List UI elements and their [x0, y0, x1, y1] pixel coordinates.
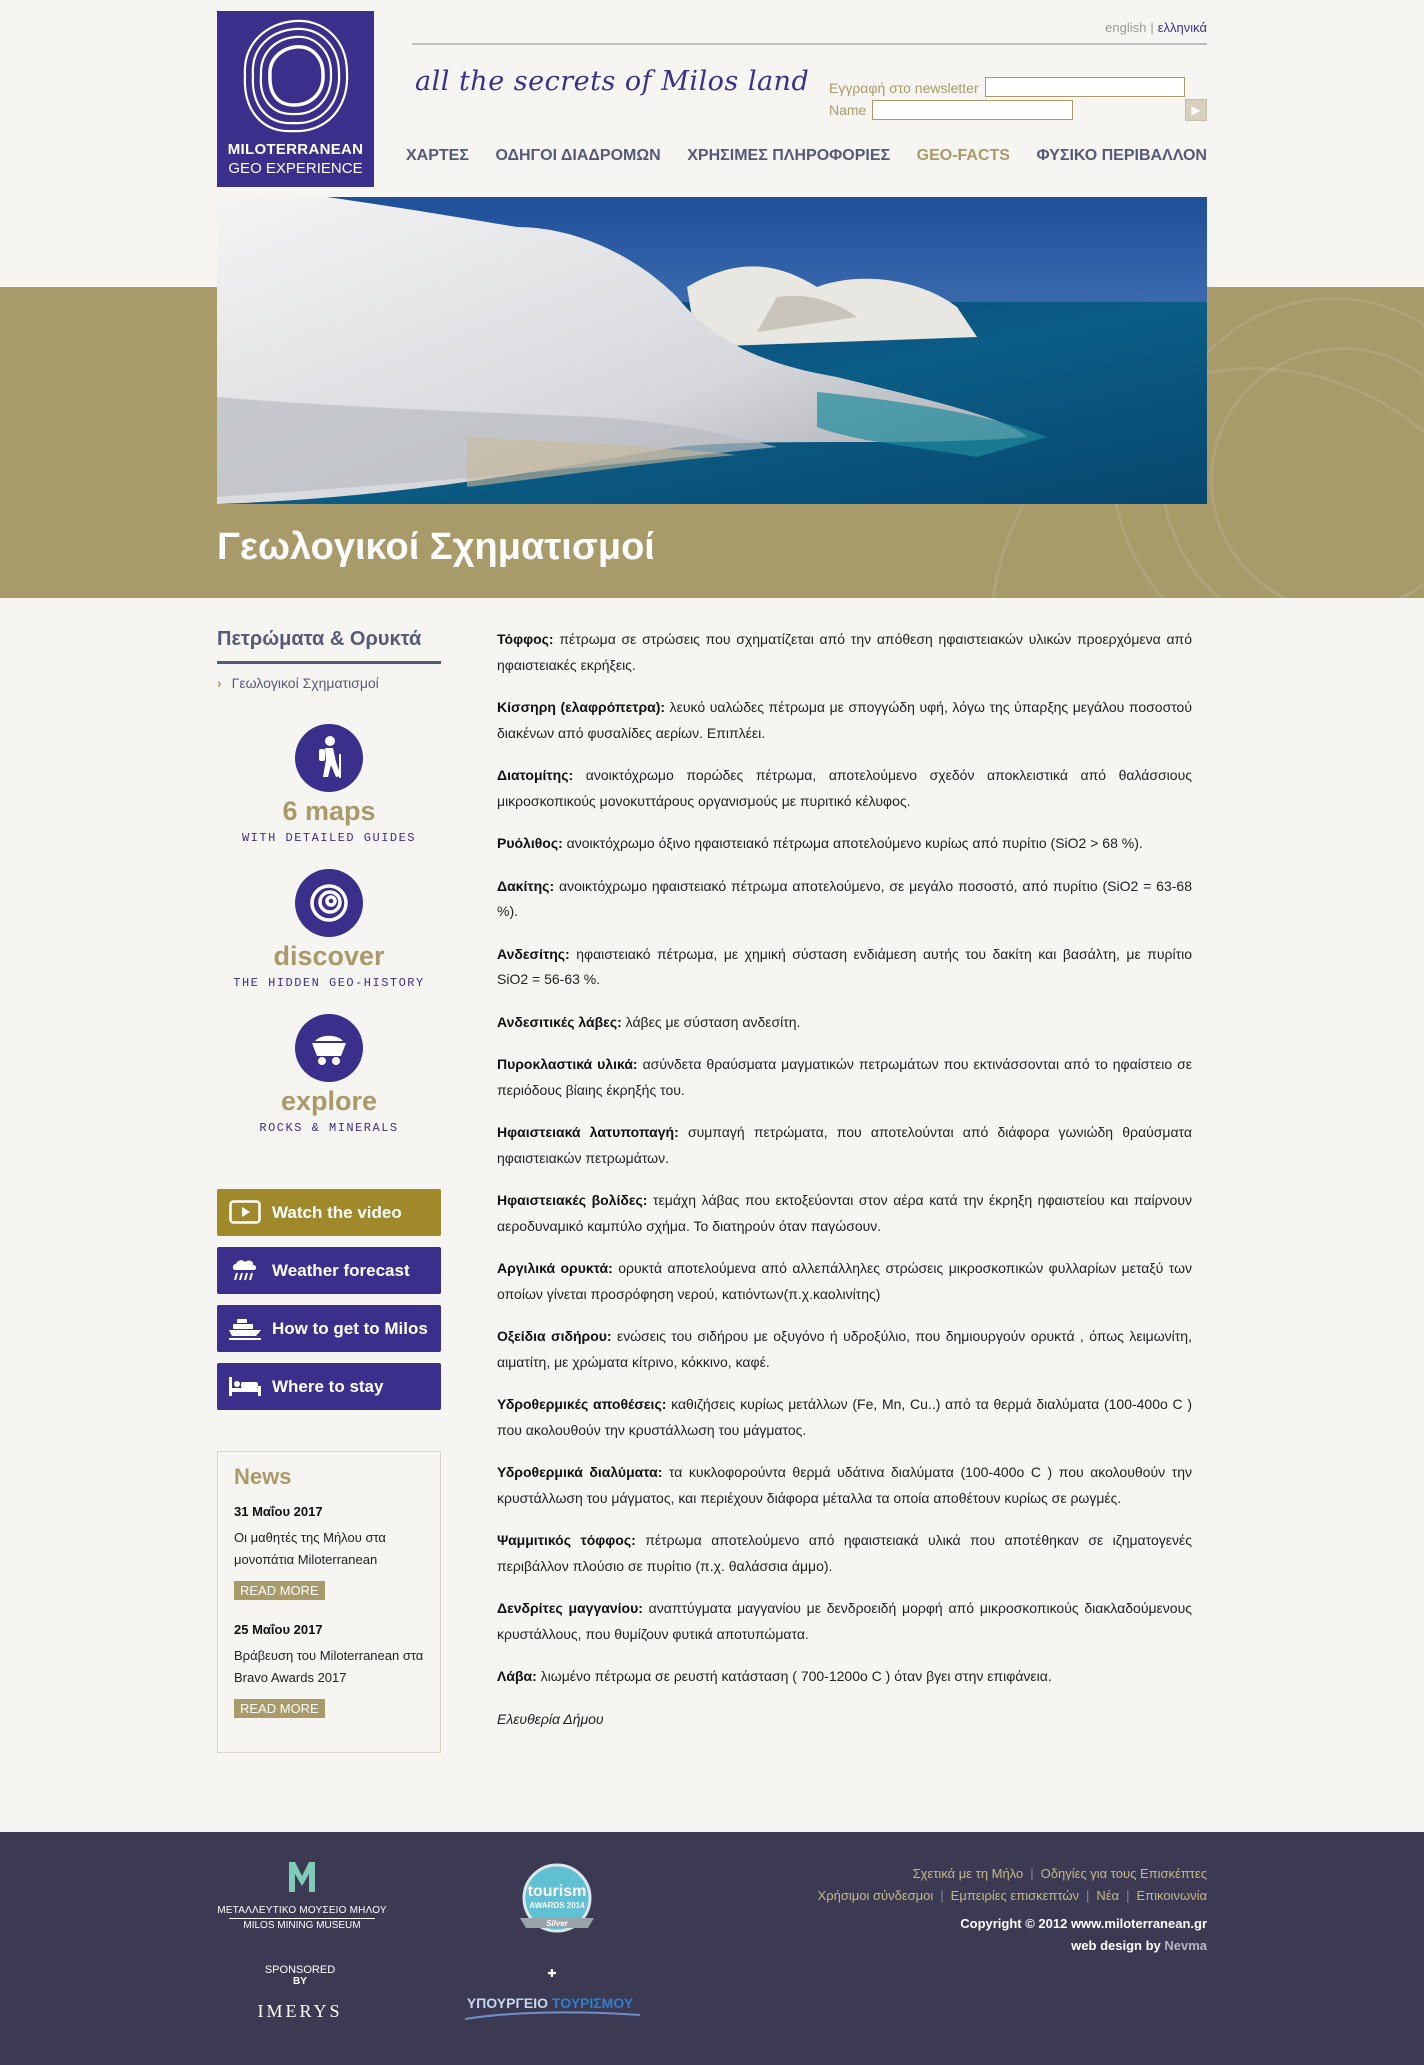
language-switcher: [1105, 20, 1207, 35]
footer-link-about-milos[interactable]: Σχετικά με τη Μήλο: [912, 1866, 1024, 1881]
newsletter-label: Εγγραφή στο newsletter: [829, 80, 979, 96]
footer-link-contact[interactable]: Επικοινωνία: [1136, 1888, 1207, 1903]
main-nav: [406, 147, 1207, 165]
article-author: Ελευθερία Δήμου: [497, 1710, 604, 1727]
term-name: Ηφαιστειακές βολίδες:: [497, 1192, 648, 1208]
term-definition: ορυκτά αποτελούμενα από αλλεπάλληλες στρώσεις μικροσκοπικών φυλλαρίων μεταξύ των οποίων γίνεται προσρόφηση νερού, κατιόντων(π.χ.καολινίτης): [497, 1260, 1192, 1302]
news-text[interactable]: Οι μαθητές της Μήλου στα μονοπάτια Miloterranean: [234, 1530, 386, 1567]
read-more-button[interactable]: READ MORE: [234, 1581, 325, 1600]
svg-text:✚: ✚: [547, 1967, 557, 1980]
watch-video-button[interactable]: [217, 1189, 441, 1236]
sponsor-block[interactable]: [250, 1964, 350, 2022]
term-name: Κίσσηρη (ελαφρόπετρα):: [497, 699, 666, 715]
ministry-name: [455, 1995, 645, 2011]
article-content: [497, 627, 1192, 1749]
term-paragraph: [497, 1392, 1192, 1443]
arrow-right-icon: ▶: [1191, 103, 1201, 117]
footer-link-useful-links[interactable]: Χρήσιμοι σύνδεσμοι: [817, 1888, 934, 1903]
term-definition: λιωμένο πέτρωμα σε ρευστή κατάσταση ( 700-1200o C ) όταν βγει στην επιφάνεια.: [536, 1668, 1052, 1684]
news-heading: News: [234, 1464, 292, 1489]
footer-link-separator: |: [1126, 1888, 1130, 1903]
term-name: Ψαμμιτικός τόφφος:: [497, 1532, 636, 1548]
term-definition: καθιζήσεις κυρίως μετάλλων (Fe, Mn, Cu..) από τα θερμά διαλύματα (100-400o C ) που ακολουθούν την κρυστάλλωση του μάγματος.: [497, 1396, 1192, 1438]
term-name: Υδροθερμικές αποθέσεις:: [497, 1396, 667, 1412]
newsletter-submit-button[interactable]: [1185, 99, 1207, 121]
nav-item-natural-environment[interactable]: ΦΥΣΙΚΟ ΠΕΡΙΒΑΛΛΟΝ: [1036, 147, 1207, 164]
promo-explore-title: explore: [280, 1086, 378, 1116]
page-title: Γεωλογικοί Σχηματισμοί: [217, 526, 655, 568]
footer-links-row1: [913, 1866, 1207, 1881]
name-label: Name: [829, 102, 867, 118]
term-name: Πυροκλαστικά υλικά:: [497, 1056, 638, 1072]
term-paragraph: [497, 1596, 1192, 1647]
hero-image: [217, 197, 1207, 504]
copyright-text: Copyright © 2012 www.miloterranean.gr: [960, 1916, 1207, 1931]
sidebar-divider: [217, 661, 441, 664]
sidebar-title: Πετρώματα & Ορυκτά: [217, 628, 422, 650]
museum-line-english: MILOS MINING MUSEUM: [243, 1920, 361, 1931]
web-design-prefix: web design by: [1071, 1938, 1165, 1953]
term-definition: ανοικτόχρωμο πορώδες πέτρωμα, αποτελούμενο σχεδόν αποκλειστικά από θαλάσσιους μικροσκοπικούς μονοκυττάρους οργανισμούς με πυριτικό κέλυφος.: [497, 767, 1192, 809]
sponsor-by-label: BY: [293, 1976, 307, 1987]
term-paragraph: [497, 874, 1192, 925]
museum-m-icon: [287, 1860, 317, 1894]
term-definition: τεμάχη λάβας που εκτοξεύονται στον αέρα κατά την έκρηξη ηφαιστείου και παίρνουν αεροδυναμικό καμπύλο σχήμα. Το διατηρούν όταν παγώσουν.: [497, 1192, 1192, 1234]
newsletter-name-input[interactable]: [872, 100, 1073, 120]
term-paragraph: [497, 1528, 1192, 1579]
footer-link-separator: |: [940, 1888, 944, 1903]
header-divider: [412, 43, 1207, 45]
site-tagline: all the secrets of Milos land: [415, 66, 810, 97]
award-mid-text: AWARDS 2014: [529, 1901, 585, 1910]
term-paragraph: [497, 1120, 1192, 1171]
term-paragraph: [497, 1188, 1192, 1239]
newsletter-email-input[interactable]: [985, 77, 1185, 97]
term-name: Δακίτης:: [497, 877, 555, 894]
sidebar-item-label: Γεωλογικοί Σχηματισμοί: [231, 675, 379, 691]
term-name: Δενδρίτες μαγγανίου:: [497, 1600, 643, 1616]
award-top-text: tourism: [527, 1883, 587, 1900]
term-name: Υδροθερμικά διαλύματα:: [497, 1464, 663, 1480]
term-name: Λάβα:: [497, 1668, 537, 1684]
news-date: 31 Μαΐου 2017: [234, 1504, 323, 1519]
site-footer: [0, 1832, 1424, 2065]
lang-greek-link[interactable]: ελληνικά: [1157, 20, 1207, 35]
ship-icon: [229, 1316, 261, 1340]
term-paragraph: [497, 942, 1192, 993]
where-to-stay-label: Where to stay: [272, 1377, 384, 1396]
promo-explore[interactable]: [217, 1014, 441, 1135]
rain-cloud-icon: [229, 1258, 261, 1282]
how-to-get-button[interactable]: [217, 1305, 441, 1352]
term-paragraph: [497, 627, 1192, 678]
logo-rings-icon: [239, 17, 352, 137]
sponsor-name: IMERYS: [257, 2001, 343, 2021]
mining-museum-logo[interactable]: [217, 1860, 387, 1931]
term-definition: πέτρωμα αποτελούμενο από ηφαιστειακά υλικά που αποτέθηκαν σε ιζηματογενές περιβάλλον πλούσιο σε πυρίτιο (π.χ. θαλάσσια άμμο).: [497, 1532, 1192, 1574]
bed-icon: [229, 1374, 261, 1398]
term-definition: ανοικτόχρωμο ηφαιστειακό πέτρωμα αποτελούμενο, σε μεγάλο ποσοστό, από πυρίτιο (SiO2 = 63-68 %).: [497, 877, 1192, 919]
news-text[interactable]: Βράβευση του Miloterranean στα Bravo Awards 2017: [234, 1648, 424, 1685]
term-definition: λευκό υαλώδες πέτρωμα με σπογγώδη υφή, λόγω της ύπαρξης μεγάλου ποσοστού διακένων από φυσαλίδες αερίων. Επιπλέει.: [497, 699, 1192, 741]
term-paragraph: [497, 1324, 1192, 1375]
term-paragraph: [497, 1052, 1192, 1103]
term-name: Οξείδια σιδήρου:: [497, 1328, 612, 1344]
term-paragraph: [497, 1460, 1192, 1511]
term-name: Διατομίτης:: [497, 767, 574, 783]
news-box: [217, 1451, 441, 1753]
promo-maps-title: 6 maps: [282, 796, 376, 826]
term-definition: συμπαγή πετρώματα, που αποτελούνται από διάφορα γωνιώδη θραύσματα ηφαιστειακών πετρωμάτων.: [497, 1124, 1192, 1166]
lang-separator: |: [1150, 20, 1154, 35]
weather-forecast-label: Weather forecast: [272, 1261, 410, 1280]
term-name: Ρυόλιθος:: [497, 835, 563, 851]
ammonite-icon: [295, 869, 363, 937]
site-logo[interactable]: [217, 11, 374, 187]
web-design-credit: [1071, 1938, 1207, 1953]
award-badge-text: Silver: [546, 1919, 568, 1928]
weather-forecast-button[interactable]: [217, 1247, 441, 1294]
term-name: Ηφαιστειακά λατυποπαγή:: [497, 1124, 679, 1140]
term-name: Τόφφος:: [497, 631, 554, 647]
promo-explore-subtitle: ROCKS & MINERALS: [259, 1121, 399, 1135]
nav-item-route-guides[interactable]: ΟΔΗΓΟΙ ΔΙΑΔΡΟΜΩΝ: [495, 147, 661, 164]
footer-link-separator: |: [1030, 1866, 1034, 1881]
logo-title: MILOTERRANEAN: [227, 141, 364, 158]
term-definition: ενώσεις του σιδήρου με οξυγόνο ή υδροξύλιο, που δημιουργούν ορυκτά , όπως λειμωνίτη, αιματίτη, με χρώματα κίτρινο, κόκκινο, καφέ.: [497, 1328, 1192, 1370]
term-definition: τα κυκλοφορούντα θερμά υδάτινα διαλύματα (100-400o C ) που ακολουθούν την κρυστάλλωση του μάγματος, και περιέχουν διάφορα μέταλλα τα οποία αποθέτουν κυρίως σε ρωγμές.: [497, 1464, 1192, 1506]
footer-link-news[interactable]: Νέα: [1096, 1888, 1120, 1903]
news-date: 25 Μαΐου 2017: [234, 1622, 323, 1637]
term-definition: αναπτύγματα μαγγανίου με δενδροειδή μορφή από μικροσκοπικούς διακλαδούμενους κρυστάλλους, που θυμίζουν φυτικά αποτυπώματα.: [497, 1600, 1192, 1642]
sponsored-label: SPONSORED: [264, 1964, 336, 1976]
read-more-button[interactable]: READ MORE: [234, 1699, 325, 1718]
how-to-get-label: How to get to Milos: [272, 1319, 428, 1338]
sidebar-item-geological-formations[interactable]: [217, 675, 379, 691]
museum-line-greek: ΜΕΤΑΛΛΕΥΤΙΚΟ ΜΟΥΣΕΙΟ ΜΗΛΟΥ: [217, 1905, 387, 1916]
term-name: Ανδεσιτικές λάβες:: [497, 1013, 622, 1030]
hiker-icon: [295, 724, 363, 792]
term-paragraph: [497, 763, 1192, 814]
web-design-link[interactable]: Nevma: [1164, 1938, 1207, 1953]
term-paragraph: [497, 1664, 1192, 1690]
nav-item-useful-info[interactable]: ΧΡΗΣΙΜΕΣ ΠΛΗΡΟΦΟΡΙΕΣ: [687, 147, 891, 164]
chevron-right-icon: ›: [217, 675, 222, 691]
term-paragraph: [497, 831, 1192, 857]
ministry-name-a: ΥΠΟΥΡΓΕΙΟ: [466, 1995, 552, 2011]
ministry-tourism-logo[interactable]: [455, 1965, 645, 2025]
museum-divider: [229, 1918, 375, 1919]
logo-subtitle: GEO EXPERIENCE: [228, 160, 363, 177]
term-paragraph: [497, 1256, 1192, 1307]
where-to-stay-button[interactable]: [217, 1363, 441, 1410]
term-definition: λάβες με σύσταση ανδεσίτη.: [621, 1013, 801, 1030]
ministry-name-b: ΤΟΥΡΙΣΜΟΥ: [551, 1995, 634, 2011]
term-definition: ανοικτόχρωμο όξινο ηφαιστειακό πέτρωμα αποτελούμενο κυρίως από πυρίτιο (SiO2 > 68 %).: [562, 835, 1143, 851]
tourism-awards-badge: [512, 1862, 602, 1942]
term-definition: πέτρωμα σε στρώσεις που σχηματίζεται από την απόθεση ηφαιστειακών υλικών προερχόμενα από ηφαιστειακές εκρήξεις.: [497, 631, 1192, 673]
nav-item-maps[interactable]: ΧΑΡΤΕΣ: [406, 147, 469, 164]
promo-discover-subtitle: THE HIDDEN GEO-HISTORY: [233, 976, 425, 990]
promo-maps[interactable]: [217, 724, 441, 845]
promo-discover[interactable]: [217, 869, 441, 990]
play-icon: [229, 1200, 261, 1224]
term-paragraph: [497, 1010, 1192, 1036]
term-paragraph: [497, 695, 1192, 746]
term-definition: ασύνδετα θραύσματα μαγματικών πετρωμάτων που εκτινάσσονται από το ηφαίστειο σε περιόδους βίαιης έκρηξής του.: [497, 1056, 1192, 1098]
term-name: Ανδεσίτης:: [497, 945, 570, 962]
mine-cart-icon: [295, 1014, 363, 1082]
footer-links-row2: [818, 1888, 1207, 1903]
footer-link-separator: |: [1085, 1888, 1090, 1903]
term-definition: ηφαιστειακό πέτρωμα, με χημική σύσταση ενδιάμεση αυτής του δακίτη και βασάλτη, με πυρίτιο SiO2 = 56-63 %.: [497, 945, 1192, 987]
promo-maps-subtitle: WITH DETAILED GUIDES: [241, 831, 417, 845]
term-name: Αργιλικά ορυκτά:: [497, 1260, 613, 1276]
promo-discover-title: discover: [273, 941, 385, 971]
nav-item-geo-facts[interactable]: GEO-FACTS: [916, 147, 1010, 164]
footer-link-visitor-experiences[interactable]: Εμπειρίες επισκεπτών: [950, 1888, 1079, 1903]
watch-video-label: Watch the video: [272, 1203, 402, 1222]
lang-english-link[interactable]: english: [1105, 20, 1147, 35]
footer-link-visitor-guide[interactable]: Οδηγίες για τους Επισκέπτες: [1040, 1866, 1207, 1881]
